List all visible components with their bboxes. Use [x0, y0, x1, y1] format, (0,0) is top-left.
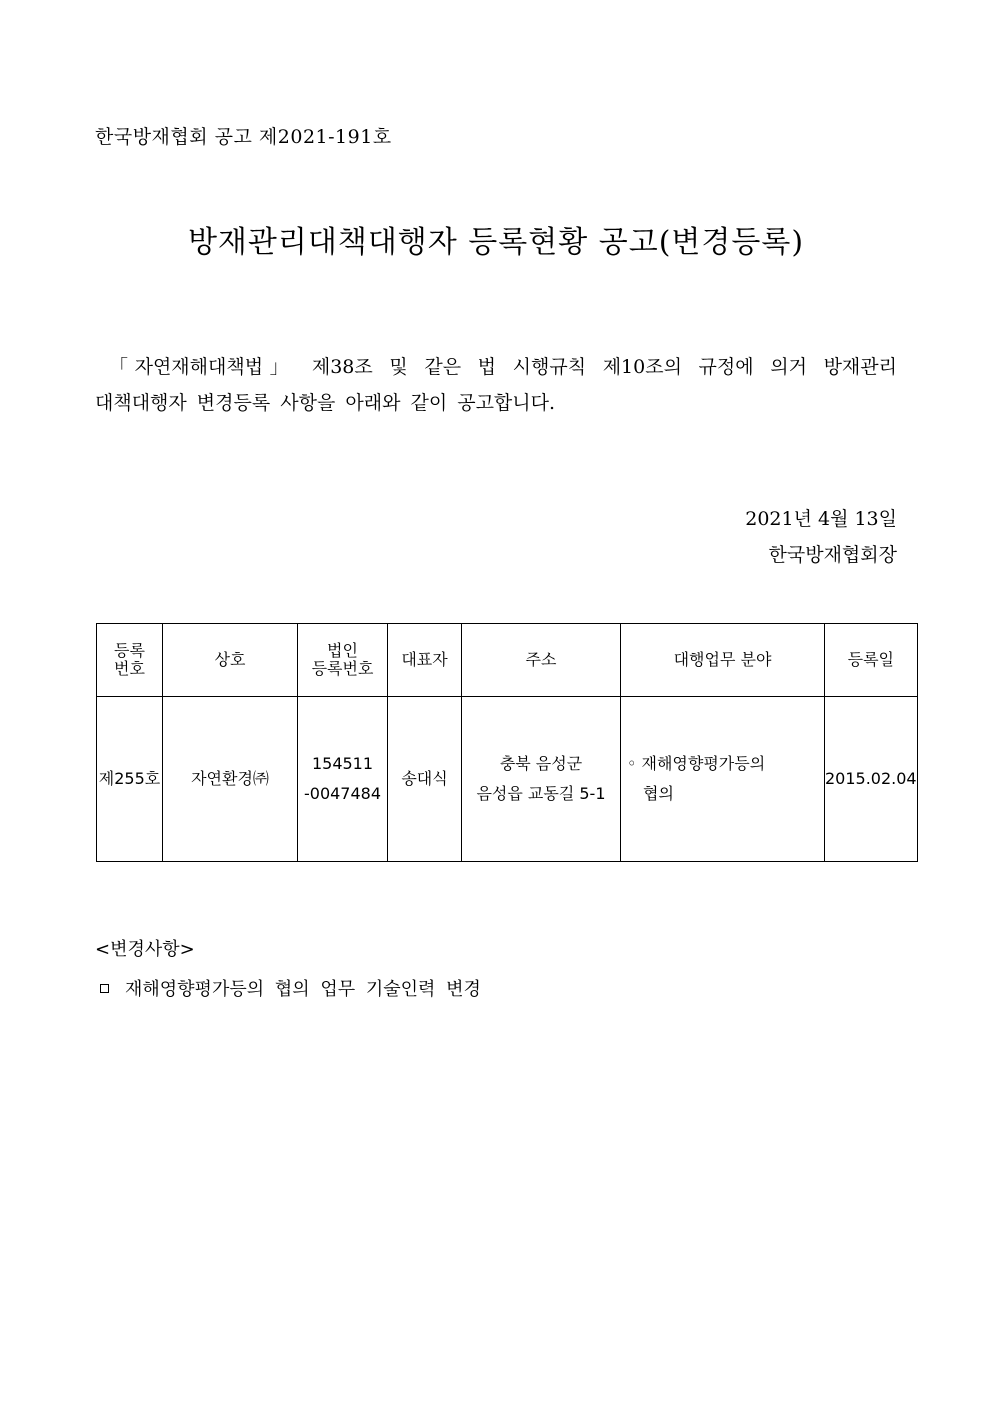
notice-body [95, 349, 897, 421]
cell-corp-no-line-1: 154511 [311, 754, 374, 773]
page-title: 방재관리대책대행자 등록현황 공고(변경등록) [187, 225, 805, 260]
header-corp-no-line-1: 법인 [327, 641, 358, 660]
cell-field-line-1: ◦ 재해영향평가등의 [627, 754, 766, 773]
table-row [97, 697, 918, 862]
signer: 한국방재협회장 [768, 544, 897, 566]
cell-company: 자연환경㈜ [163, 697, 298, 862]
cell-corp-no-line-2: -0047484 [303, 784, 382, 803]
cell-reg-no: 제255호 [97, 697, 163, 862]
notice-date: 2021년 4월 13일 [745, 508, 897, 530]
registration-table [96, 623, 918, 862]
changes-list-item [100, 975, 481, 1001]
notice-body-line-1: 「자연재해대책법」 제38조 및 같은 법 시행규칙 제10조의 규정에 의거 방재관리 [109, 356, 897, 378]
notice-number: 한국방재협회 공고 제2021-191호 [95, 126, 392, 148]
header-reg-date: 등록일 [825, 624, 918, 697]
cell-corp-no [298, 697, 388, 862]
header-field: 대행업무 분야 [621, 624, 825, 697]
header-representative: 대표자 [388, 624, 462, 697]
cell-address-line-1: 충북 음성군 [499, 754, 583, 773]
square-bullet-icon [100, 984, 109, 993]
notice-body-line-2: 대책대행자 변경등록 사항을 아래와 같이 공고합니다. [95, 392, 556, 414]
cell-address-line-2: 음성읍 교동길 5-1 [476, 784, 606, 803]
header-company: 상호 [163, 624, 298, 697]
changes-heading: <변경사항> [95, 939, 195, 960]
header-reg-no-line-1: 등록 [114, 641, 145, 660]
header-corp-no [298, 624, 388, 697]
cell-address [462, 697, 621, 862]
cell-reg-date: 2015.02.04 [825, 697, 918, 862]
header-address: 주소 [462, 624, 621, 697]
header-reg-no-line-2: 번호 [114, 659, 145, 678]
cell-representative: 송대식 [388, 697, 462, 862]
changes-item-text: 재해영향평가등의 협의 업무 기술인력 변경 [125, 979, 481, 1000]
header-corp-no-line-2: 등록번호 [311, 659, 374, 678]
table-header-row [97, 624, 918, 697]
cell-field-line-2: 협의 [643, 784, 674, 803]
cell-field [621, 697, 825, 862]
header-reg-no [97, 624, 163, 697]
